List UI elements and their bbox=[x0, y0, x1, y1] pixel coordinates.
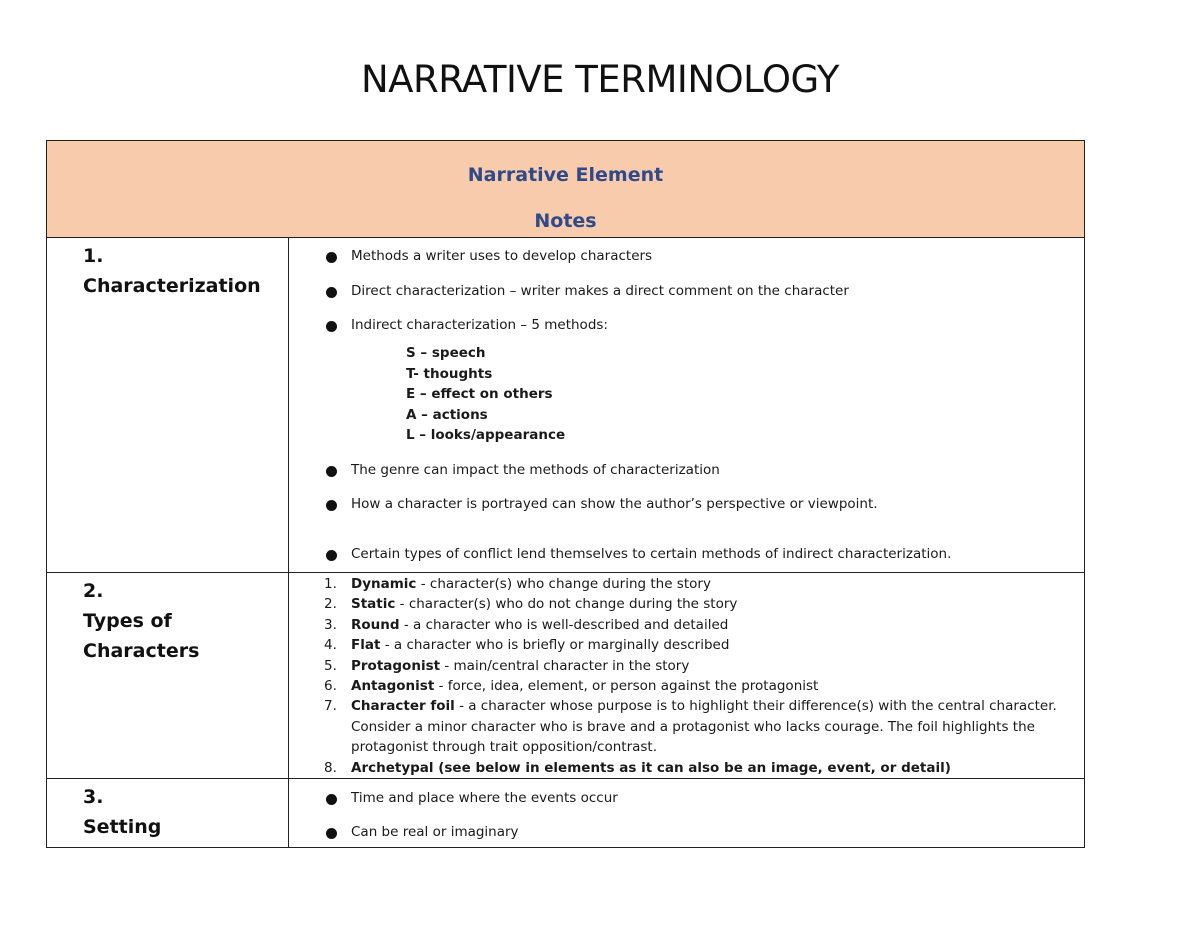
notes-cell-setting bbox=[289, 779, 1085, 848]
element-label: Types of bbox=[83, 610, 172, 632]
row-number: 2. bbox=[83, 580, 104, 602]
terminology-table bbox=[46, 140, 1085, 848]
element-cell-types-of-characters bbox=[47, 573, 289, 779]
bullet-icon bbox=[326, 466, 337, 477]
notes-cell-characterization bbox=[289, 238, 1085, 573]
element-label: Characterization bbox=[83, 275, 261, 297]
list-item: How a character is portrayed can show the author’s perspective or viewpoint. bbox=[289, 496, 1084, 546]
list-item: S – speech bbox=[406, 345, 486, 361]
element-label: Characters bbox=[83, 640, 200, 662]
bullet-icon bbox=[326, 500, 337, 511]
row-number: 1. bbox=[83, 245, 104, 267]
header-notes: Notes bbox=[534, 210, 597, 232]
list-item: 5. Protagonist - main/central character in the story bbox=[324, 657, 690, 674]
list-item: E – effect on others bbox=[406, 386, 553, 402]
header-cell bbox=[47, 141, 1085, 238]
row-number: 3. bbox=[83, 786, 104, 809]
list-item: Can be real or imaginary bbox=[289, 824, 1084, 840]
list-item: 1. Dynamic - character(s) who change during the story bbox=[324, 576, 711, 592]
page-title: NARRATIVE TERMINOLOGY bbox=[361, 58, 839, 101]
bullet-icon bbox=[326, 828, 337, 839]
list-item: The genre can impact the methods of characterization bbox=[289, 462, 1084, 496]
list-item: L – looks/appearance bbox=[406, 427, 566, 443]
bullet-icon bbox=[326, 321, 337, 332]
element-cell-setting bbox=[47, 779, 289, 848]
bullet-icon bbox=[326, 287, 337, 298]
table-row bbox=[47, 238, 1085, 573]
element-label: Setting bbox=[83, 816, 162, 839]
list-item: Certain types of conflict lend themselves to certain methods of indirect characterization. bbox=[289, 546, 1084, 562]
list-item: T- thoughts bbox=[406, 365, 493, 382]
bullet-icon bbox=[326, 252, 337, 263]
list-item: 6. Antagonist - force, idea, element, or person against the protagonist bbox=[324, 678, 819, 695]
bullet-icon bbox=[326, 794, 337, 805]
table-row bbox=[47, 573, 1085, 779]
list-item: 2. Static - character(s) who do not change during the story bbox=[324, 596, 738, 613]
list-item: 4. Flat - a character who is briefly or marginally described bbox=[324, 637, 730, 654]
list-item: Indirect characterization – 5 methods: bbox=[289, 317, 1084, 343]
list-item: Methods a writer uses to develop characters bbox=[289, 248, 1084, 283]
header-row bbox=[47, 141, 1085, 238]
list-item: Time and place where the events occur bbox=[289, 790, 1084, 824]
list-item: A – actions bbox=[406, 406, 488, 423]
list-item: 7. Character foil - a character whose purpose is to highlight their difference(s) with the central character. Consider a minor character who is brave and a protagonist who lacks courage. The foil highlights the protagonist through trait opposition/contrast. bbox=[324, 698, 1057, 756]
list-item: Direct characterization – writer makes a direct comment on the character bbox=[289, 283, 1084, 317]
table-row bbox=[47, 779, 1085, 848]
indirect-methods-list bbox=[289, 343, 1084, 446]
list-item: 3. Round - a character who is well-described and detailed bbox=[324, 616, 729, 633]
list-item: 8. Archetypal (see below in elements as it can also be an image, event, or detail) bbox=[324, 759, 951, 776]
element-cell-characterization bbox=[47, 238, 289, 573]
header-narrative-element: Narrative Element bbox=[467, 164, 664, 186]
notes-cell-types bbox=[289, 573, 1085, 779]
bullet-icon bbox=[326, 550, 337, 561]
